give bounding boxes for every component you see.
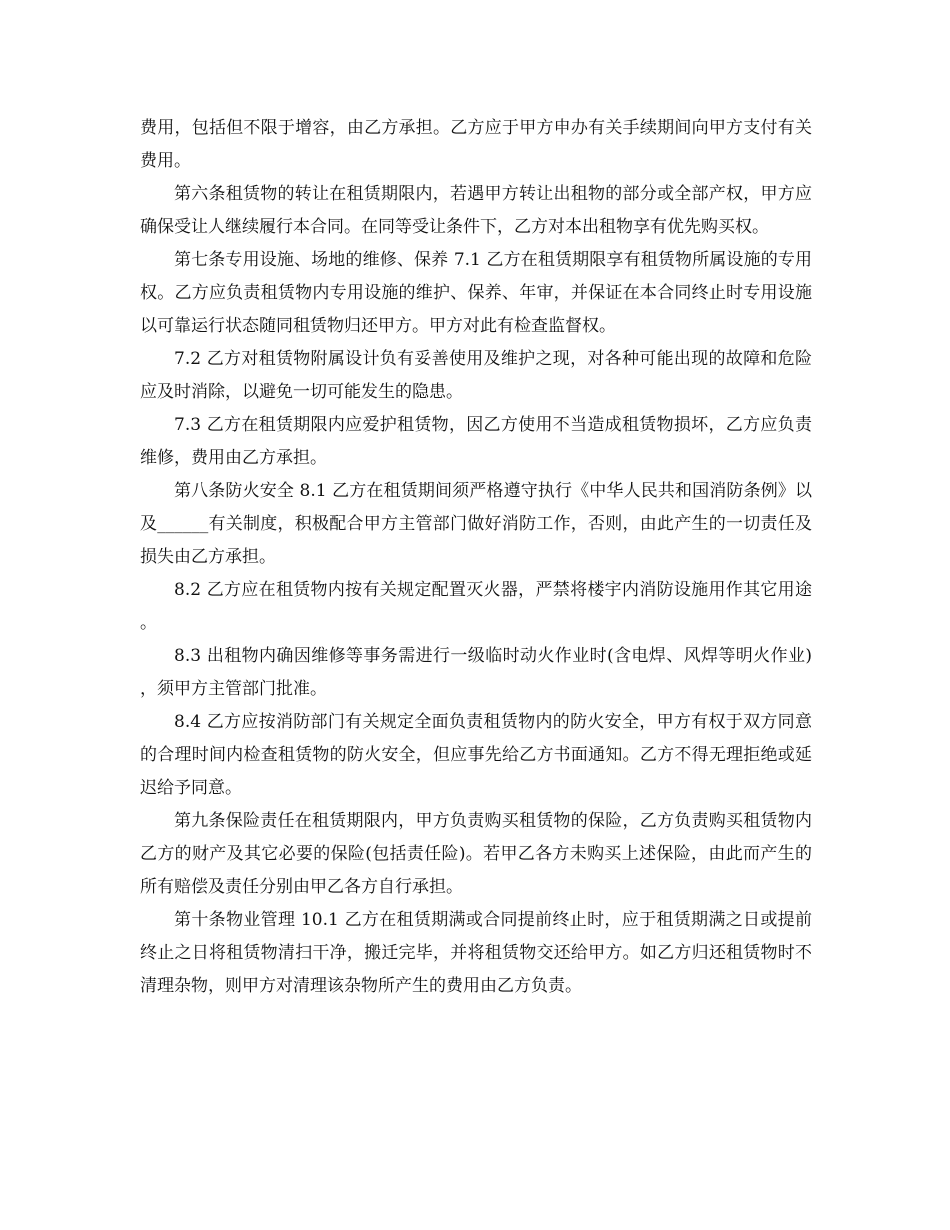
paragraph-article-7-1: 第七条专用设施、场地的维修、保养 7.1 乙方在租赁期限享有租赁物所属设施的专用权。乙方应负责租赁物内专用设施的维护、保养、年审，并保证在本合同终止时专用设施以可靠运行状态随同租赁物归还甲方。甲方对此有检查监督权。 <box>140 250 812 336</box>
paragraph-article-8-4: 8.4 乙方应按消防部门有关规定全面负责租赁物内的防火安全，甲方有权于双方同意的合理时间内检查租赁物的防火安全，但应事先给乙方书面通知。乙方不得无理拒绝或延迟给予同意。 <box>140 712 812 798</box>
paragraph-article-9: 第九条保险责任在租赁期限内，甲方负责购买租赁物的保险，乙方负责购买租赁物内乙方的财产及其它必要的保险(包括责任险)。若甲乙各方未购买上述保险，由此而产生的所有赔偿及责任分别由甲乙各方自行承担。 <box>140 811 812 897</box>
paragraph-article-10-1: 第十条物业管理 10.1 乙方在租赁期满或合同提前终止时，应于租赁期满之日或提前终止之日将租赁物清扫干净，搬迁完毕，并将租赁物交还给甲方。如乙方归还租赁物时不清理杂物，则甲方对清理该杂物所产生的费用由乙方负责。 <box>140 910 812 996</box>
paragraph-fee-continuation: 费用，包括但不限于增容，由乙方承担。乙方应于甲方申办有关手续期间向甲方支付有关费用。 <box>140 118 812 171</box>
paragraph-article-6: 第六条租赁物的转让在租赁期限内，若遇甲方转让出租物的部分或全部产权，甲方应确保受让人继续履行本合同。在同等受让条件下，乙方对本出租物享有优先购买权。 <box>140 184 812 237</box>
paragraph-article-8-2: 8.2 乙方应在租赁物内按有关规定配置灭火器，严禁将楼宇内消防设施用作其它用途。 <box>140 580 812 633</box>
paragraph-article-7-2: 7.2 乙方对租赁物附属设计负有妥善使用及维护之现，对各种可能出现的故障和危险应及时消除，以避免一切可能发生的隐患。 <box>140 349 812 402</box>
paragraph-article-7-3: 7.3 乙方在租赁期限内应爱护租赁物，因乙方使用不当造成租赁物损坏，乙方应负责维修，费用由乙方承担。 <box>140 415 812 468</box>
paragraph-article-8-3: 8.3 出租物内确因维修等事务需进行一级临时动火作业时(含电焊、风焊等明火作业)，须甲方主管部门批准。 <box>140 646 812 699</box>
document-body <box>140 112 812 1003</box>
paragraph-article-8-1: 第八条防火安全 8.1 乙方在租赁期间须严格遵守执行《中华人民共和国消防条例》以及______有关制度，积极配合甲方主管部门做好消防工作，否则，由此产生的一切责任及损失由乙方承担。 <box>140 481 812 567</box>
